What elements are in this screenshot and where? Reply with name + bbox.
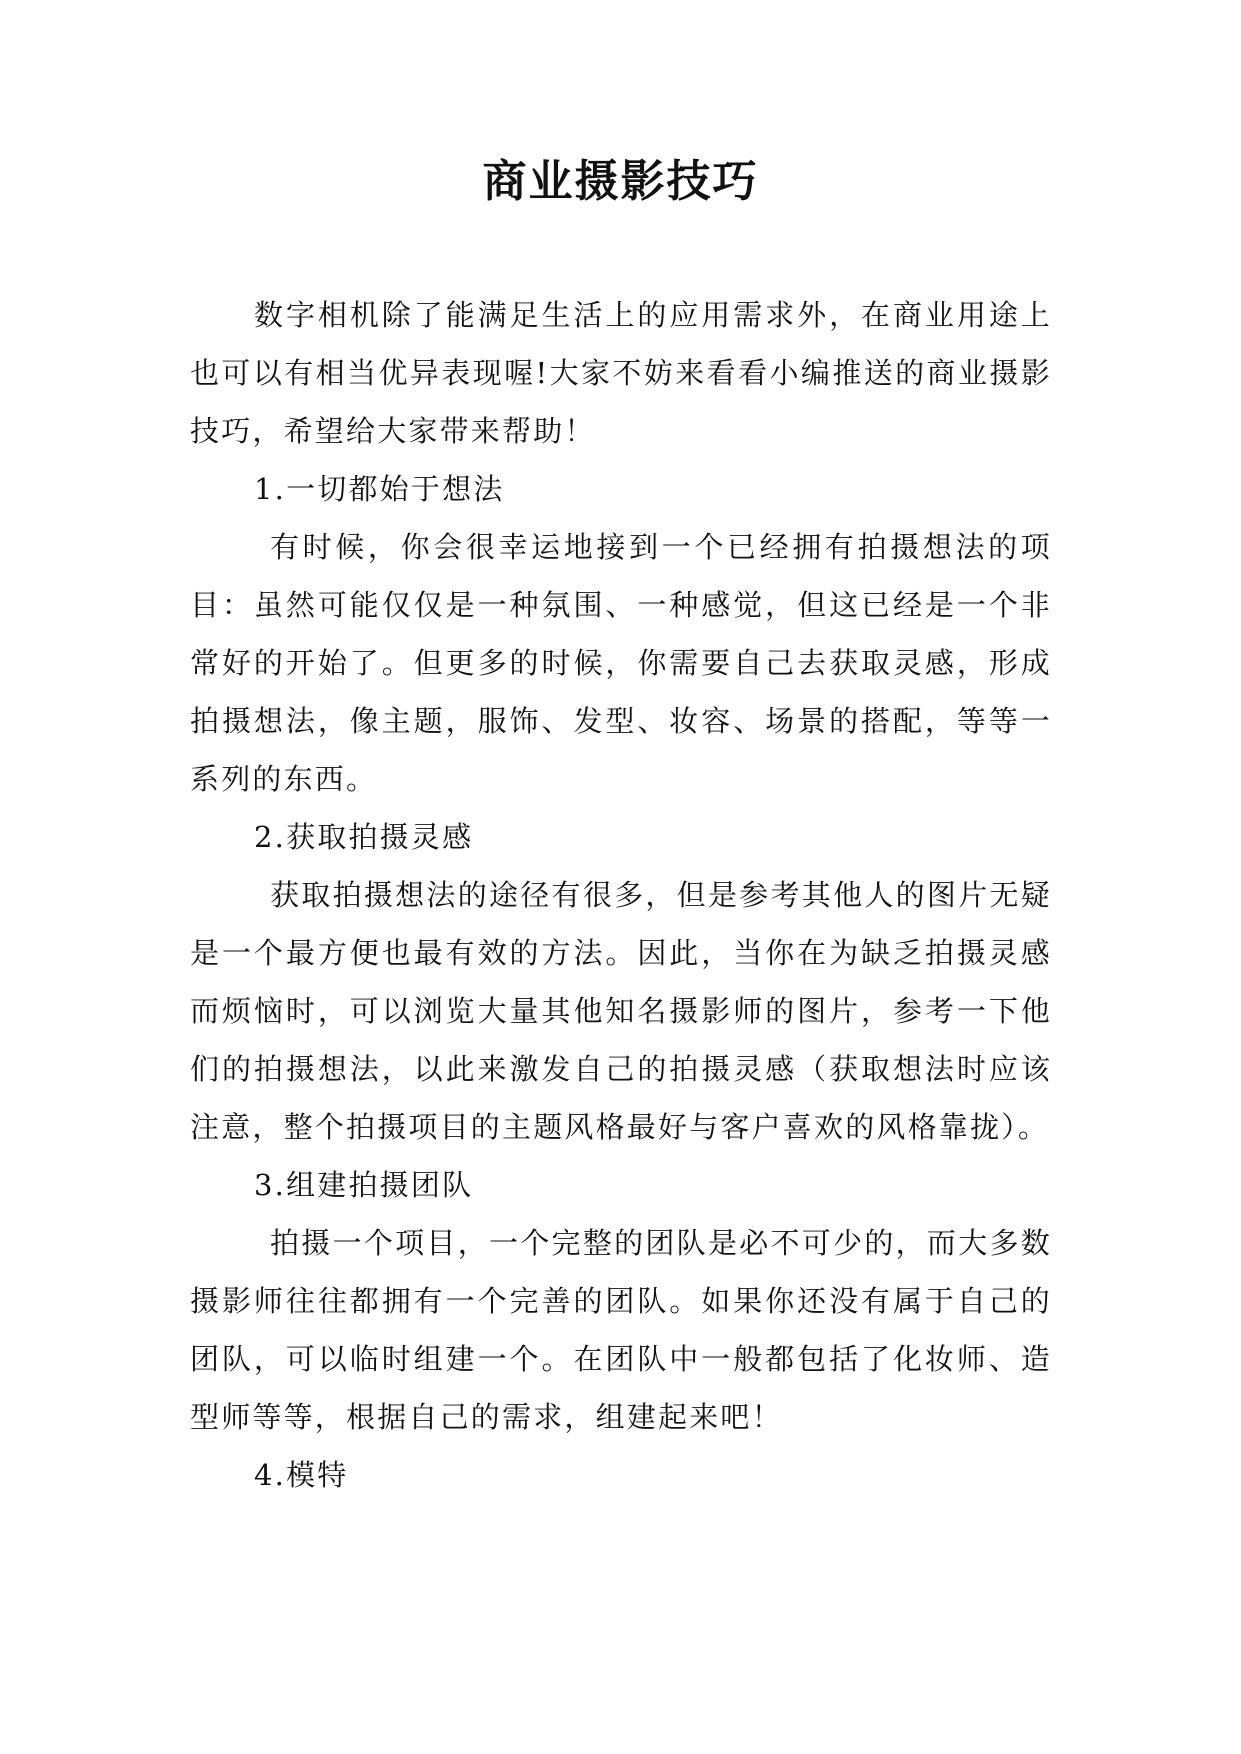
page-title: 商业摄影技巧 <box>482 156 759 207</box>
section-body-2: 获取拍摄想法的途径有很多，但是参考其他人的图片无疑是一个最方便也最有效的方法。因此，当你在为缺乏拍摄灵感而烦恼时，可以浏览大量其他知名摄影师的图片，参考一下他们的拍摄想法，以此来激发自己的拍摄灵感（获取想法时应该注意，整个拍摄项目的主题风格最好与客户喜欢的风格靠拢）。 <box>190 878 1052 1144</box>
document-body <box>190 286 1052 1504</box>
section-heading-1: 1.一切都始于想法 <box>254 472 505 506</box>
section-body-1: 有时候，你会很幸运地接到一个已经拥有拍摄想法的项目：虽然可能仅仅是一种氛围、一种感觉，但这已经是一个非常好的开始了。但更多的时候，你需要自己去获取灵感，形成拍摄想法，像主题，服饰、发型、妆容、场景的搭配，等等一系列的东西。 <box>190 530 1052 796</box>
section-heading-2: 2.获取拍摄灵感 <box>254 820 474 854</box>
section-body-3: 拍摄一个项目，一个完整的团队是必不可少的，而大多数摄影师往往都拥有一个完善的团队。如果你还没有属于自己的团队，可以临时组建一个。在团队中一般都包括了化妆师、造型师等等，根据自己的需求，组建起来吧！ <box>190 1226 1052 1434</box>
section-heading-4: 4.模特 <box>254 1458 349 1492</box>
intro-paragraph: 数字相机除了能满足生活上的应用需求外，在商业用途上也可以有相当优异表现喔!大家不妨来看看小编推送的商业摄影技巧，希望给大家带来帮助！ <box>190 298 1052 448</box>
section-heading-3: 3.组建拍摄团队 <box>254 1168 474 1202</box>
